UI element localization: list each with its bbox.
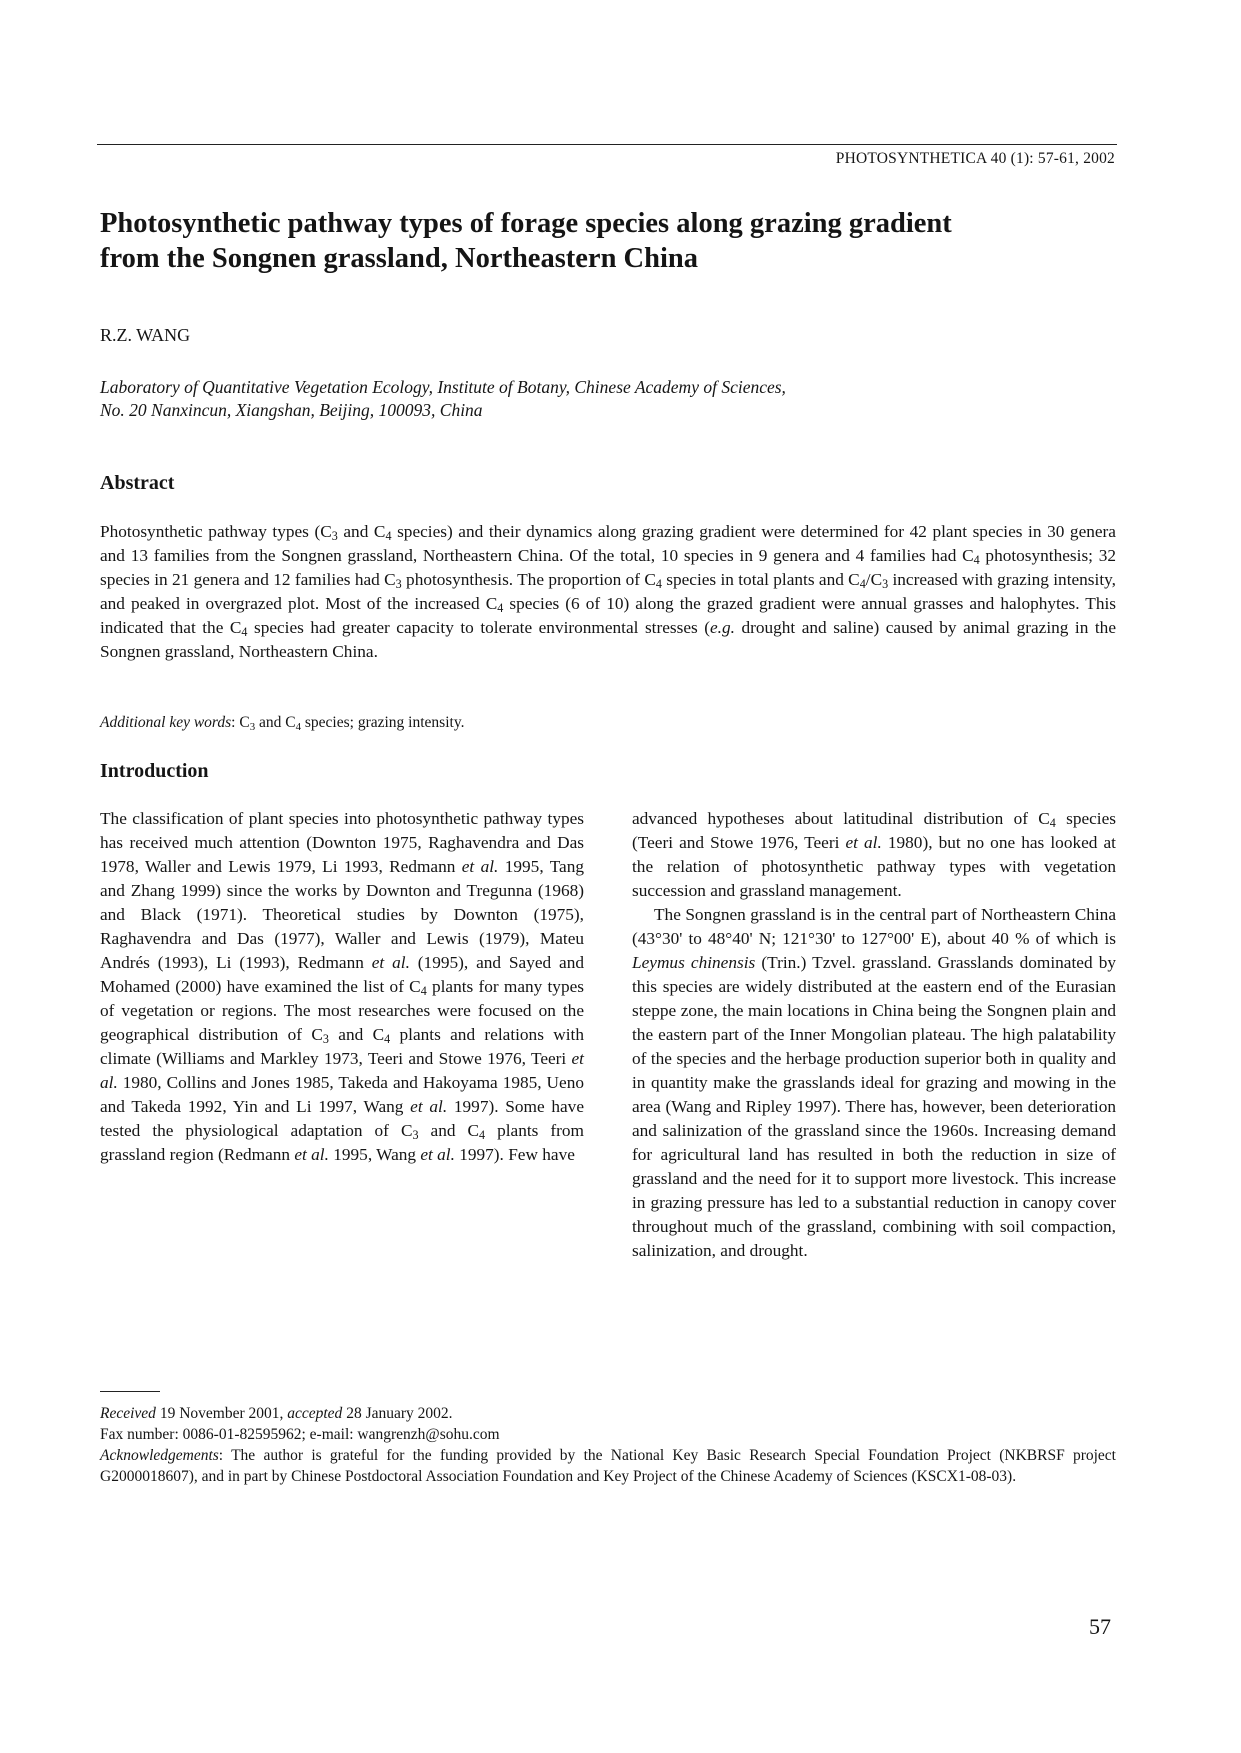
et-al: et al. xyxy=(420,1145,455,1164)
text-run: about xyxy=(784,809,833,828)
text-run: and C xyxy=(328,1025,385,1044)
subscript: 3 xyxy=(322,1032,329,1046)
text-run: plants for many types of vegetation or regions. The most researches were focused on the geographical distribution of C xyxy=(100,977,584,1044)
text-run: photosynthetic xyxy=(747,857,864,876)
text-run: grassland xyxy=(735,881,805,900)
subscript: 4 xyxy=(973,553,980,567)
subscript: 4 xyxy=(655,577,662,591)
text-run: relation xyxy=(653,857,720,876)
text-run: plants from grassland region (Redmann xyxy=(100,1121,584,1164)
key-words-text: : C xyxy=(231,714,250,731)
abstract-text-part: species (6 of 10) along the grazed gradient were annual grasses and halophytes. This indicated that the C xyxy=(100,594,1116,637)
acknowledgements-label: Acknowledgements xyxy=(100,1447,219,1464)
text-run: types xyxy=(935,857,986,876)
affiliation-line-2: No. 20 Nanxincun, Xiangshan, Beijing, 100093, China xyxy=(100,400,483,420)
text-run: species xyxy=(1055,809,1116,828)
key-words xyxy=(100,714,464,732)
affiliation xyxy=(100,376,1100,422)
received-accepted xyxy=(100,1403,1116,1424)
text-run: no xyxy=(960,833,985,852)
subscript: 3 xyxy=(412,1128,419,1142)
text-run: C xyxy=(1027,809,1050,828)
text-run: Teeri xyxy=(798,833,840,852)
et-al: et al. xyxy=(100,1049,584,1092)
abstract-text-part: photosynthesis. The proportion of C xyxy=(401,570,656,589)
received-date: 19 November 2001, xyxy=(155,1405,288,1422)
introduction-column-left xyxy=(100,807,584,1167)
text-run: The classification of plant species into photosynthetic pathway types has received much attention (Downton 1975, Raghavendra and Das 1978, Waller and Lewis 1979, Li 1993, Redmann xyxy=(100,809,584,876)
et-al: et al. xyxy=(461,857,499,876)
text-run: advanced xyxy=(632,809,698,828)
text-run: hypotheses xyxy=(697,809,785,828)
text-run: one xyxy=(984,833,1016,852)
subscript: 4 xyxy=(385,529,392,543)
text-run: management. xyxy=(804,881,902,900)
subscript: 3 xyxy=(882,577,889,591)
text-run: 1976, xyxy=(753,833,799,852)
abstract-text-part: species had greater capacity to tolerate environmental stresses ( xyxy=(247,618,711,637)
introduction-paragraph-1 xyxy=(100,807,584,1167)
text-run: the xyxy=(632,857,654,876)
header-rule xyxy=(97,144,1117,145)
abstract-text-part: and C xyxy=(337,522,386,541)
et-al: et al. xyxy=(371,953,410,972)
text-run: 1980, Collins and Jones 1985, Takeda and Hakoyama 1985, Ueno and Takeda 1992, Yin and Li 1997, Wang xyxy=(100,1073,584,1116)
title-line-1: Photosynthetic pathway types of forage species along grazing gradient xyxy=(100,208,952,239)
abstract-text-part: increased with grazing intensity, and peaked in overgrazed plot. Most of the increased C xyxy=(100,570,1116,613)
footnote-rule xyxy=(100,1391,160,1392)
text-run: and C xyxy=(418,1121,480,1140)
fax-email: Fax number: 0086-01-82595962; e-mail: wangrenzh@sohu.com xyxy=(100,1426,500,1443)
subscript: 4 xyxy=(1049,816,1056,830)
text-run: (Trin.) Tzvel. grassland. Grasslands dominated by this species are widely distributed at the eastern end of the Eurasian steppe zone, the main locations in China being the Songnen plain and the eastern part of the Inner Mongolian plateau. The high palatability of the species and the herbage production superior both in quality and in quantity make the grasslands ideal for grazing and mowing in the area (Wang and Ripley 1997). There has, however, been deterioration and salinization of the grassland since the 1960s. Increasing demand for agricultural land has resulted in both the reduction in size of grassland and the need for it to support more livestock. This increase in grazing pressure has led to a substantial reduction in canopy cover throughout much of the grassland, combining with soil compaction, salinization, and drought. xyxy=(632,953,1116,1260)
abstract-text-part: drought and saline) caused by animal grazing in the Songnen grassland, Northeastern China. xyxy=(100,618,1116,661)
text-run: (Teeri xyxy=(632,833,674,852)
et-al: et al. xyxy=(845,833,882,852)
text-run: succession xyxy=(632,881,706,900)
affiliation-line-1: Laboratory of Quantitative Vegetation Ecology, Institute of Botany, Chinese Academy of Sciences, xyxy=(100,377,786,397)
page-number: 57 xyxy=(1089,1614,1111,1639)
running-head: PHOTOSYNTHETICA 40 (1): 57-61, 2002 xyxy=(835,150,1115,167)
subscript: 3 xyxy=(395,577,402,591)
subscript: 4 xyxy=(241,625,248,639)
text-run: and xyxy=(673,833,705,852)
text-run: 1995, Wang xyxy=(328,1145,421,1164)
text-run: pathway xyxy=(863,857,936,876)
text-run: (1995), and Sayed and Mohamed (2000) have examined the list of C xyxy=(100,953,585,996)
abstract-heading: Abstract xyxy=(100,472,175,494)
text-run: of xyxy=(1003,809,1028,828)
acknowledgements-text: : The author is grateful for the funding provided by the National Key Basic Research Special Foundation Project (NKBRSF project G2000018607), and in part by Chinese Postdoctoral Association Foundation and Key Project of the Chinese Academy of Sciences (KSCX1-08-03). xyxy=(100,1447,1116,1485)
text-run: 1980), xyxy=(881,833,933,852)
text-run: but xyxy=(932,833,961,852)
abstract-text-part: Photosynthetic pathway types (C xyxy=(100,522,332,541)
subscript: 4 xyxy=(859,577,866,591)
abstract-text xyxy=(100,520,1116,664)
footnotes xyxy=(100,1403,1116,1487)
key-words-text: and C xyxy=(255,714,296,731)
et-al: et al. xyxy=(410,1097,448,1116)
subscript: 4 xyxy=(479,1128,486,1142)
text-run: has xyxy=(1015,833,1045,852)
subscript: 3 xyxy=(249,721,256,733)
key-words-label: Additional key words xyxy=(100,714,232,731)
introduction-paragraph-1-continued xyxy=(632,807,1116,903)
abstract-text-part: /C xyxy=(865,570,883,589)
text-run: The Songnen grassland is in the central part of Northeastern China (43°30' to 48°40' N; 121°30' to 127°00' E), about 40 % of which is xyxy=(632,905,1116,948)
abstract-text-part: species in total plants and C xyxy=(661,570,860,589)
author: R.Z. WANG xyxy=(100,325,191,345)
et-al: et al. xyxy=(294,1145,329,1164)
subscript: 3 xyxy=(331,529,338,543)
species-name: Leymus chinensis xyxy=(632,953,756,972)
text-run: of xyxy=(719,857,748,876)
accepted-label: accepted xyxy=(287,1405,343,1422)
article-title xyxy=(100,206,1100,276)
abstract-text-part: species) and their dynamics along grazing gradient were determined for 42 plant species in 30 genera and 13 families from the Songnen grassland, Northeastern China. Of the total, 10 species in 9 genera and 4 families had C xyxy=(100,522,1116,565)
text-run: distribution xyxy=(913,809,1004,828)
acknowledgements xyxy=(100,1445,1116,1487)
subscript: 4 xyxy=(420,984,427,998)
received-label: Received xyxy=(100,1405,156,1422)
subscript: 4 xyxy=(295,721,302,733)
abstract-text-italic: e.g. xyxy=(710,618,735,637)
text-run: Stowe xyxy=(704,833,754,852)
introduction-paragraph-2 xyxy=(632,903,1116,1263)
text-run: plants and relations with climate (Williams and Markley 1973, Teeri and Stowe 1976, Teeri xyxy=(100,1025,584,1068)
text-run: 1997). Few have xyxy=(454,1145,575,1164)
text-run: and xyxy=(705,881,736,900)
introduction-column-right xyxy=(632,807,1116,1263)
subscript: 4 xyxy=(497,601,504,615)
text-run: 1995, Tang and Zhang 1999) since the works by Downton and Tregunna (1968) and Black (1971). Theoretical studies by Downton (1975), Raghavendra and Das (1977), Waller and Lewis (1979), Mateu Andrés (1993), Li (1993), Redmann xyxy=(100,857,585,972)
accepted-date: 28 January 2002. xyxy=(342,1405,453,1422)
text-run: latitudinal xyxy=(832,809,914,828)
abstract-text-part: photosynthesis; 32 species in 21 genera and 12 families had C xyxy=(100,546,1116,589)
text-run: vegetation xyxy=(1030,857,1116,876)
text-run: looked xyxy=(1044,833,1098,852)
introduction-heading: Introduction xyxy=(100,760,209,782)
text-run: with xyxy=(985,857,1031,876)
title-line-2: from the Songnen grassland, Northeastern China xyxy=(100,243,699,274)
text-run: 1997). Some have tested the physiological adaptation of C xyxy=(100,1097,584,1140)
text-run: at xyxy=(1097,833,1116,852)
key-words-text: species; grazing intensity. xyxy=(301,714,465,731)
subscript: 4 xyxy=(384,1032,391,1046)
